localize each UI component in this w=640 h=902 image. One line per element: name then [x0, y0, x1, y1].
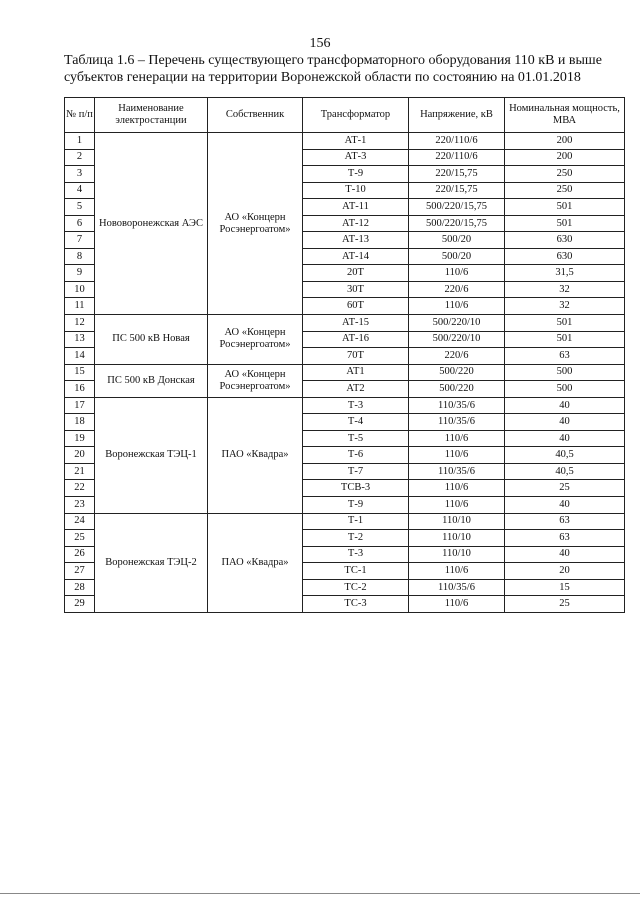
transformer-name: АТ-15: [303, 315, 409, 332]
power-value: 501: [505, 331, 625, 348]
transformer-name: ТСВ-3: [303, 480, 409, 497]
power-value: 25: [505, 480, 625, 497]
power-value: 63: [505, 530, 625, 547]
row-number: 25: [65, 530, 95, 547]
power-value: 501: [505, 315, 625, 332]
row-number: 20: [65, 447, 95, 464]
row-number: 12: [65, 315, 95, 332]
voltage-value: 110/6: [409, 563, 505, 580]
row-number: 11: [65, 298, 95, 315]
station-name: Воронежская ТЭЦ-2: [95, 513, 208, 612]
station-name: ПС 500 кВ Новая: [95, 315, 208, 365]
power-value: 20: [505, 563, 625, 580]
row-number: 14: [65, 348, 95, 365]
row-number: 24: [65, 513, 95, 530]
voltage-value: 500/220: [409, 364, 505, 381]
table-row: [65, 133, 625, 150]
station-name: Воронежская ТЭЦ-1: [95, 397, 208, 513]
row-number: 4: [65, 182, 95, 199]
transformer-name: Т-6: [303, 447, 409, 464]
header-power: Номинальная мощность, МВА: [505, 98, 625, 133]
transformer-name: Т-9: [303, 166, 409, 183]
table-caption: Таблица 1.6 – Перечень существующего трансформаторного оборудования 110 кВ и выше субъектов генерации на территории Воронежской области по состоянию на 01.01.2018: [64, 53, 602, 85]
voltage-value: 500/220/15,75: [409, 215, 505, 232]
row-number: 28: [65, 579, 95, 596]
row-number: 10: [65, 281, 95, 298]
transformer-name: АТ2: [303, 381, 409, 398]
station-name: ПС 500 кВ Донская: [95, 364, 208, 397]
header-voltage: Напряжение, кВ: [409, 98, 505, 133]
power-value: 40,5: [505, 463, 625, 480]
voltage-value: 110/35/6: [409, 463, 505, 480]
transformer-name: Т-9: [303, 497, 409, 514]
row-number: 7: [65, 232, 95, 249]
row-number: 2: [65, 149, 95, 166]
row-number: 5: [65, 199, 95, 216]
page-number: 156: [309, 36, 331, 51]
row-number: 27: [65, 563, 95, 580]
transformer-name: Т-3: [303, 546, 409, 563]
table-row: [65, 315, 625, 332]
row-number: 26: [65, 546, 95, 563]
row-number: 17: [65, 397, 95, 414]
transformer-name: ТС-2: [303, 579, 409, 596]
header-owner: Собственник: [208, 98, 303, 133]
power-value: 200: [505, 149, 625, 166]
transformer-name: 30Т: [303, 281, 409, 298]
power-value: 40: [505, 430, 625, 447]
voltage-value: 110/6: [409, 430, 505, 447]
power-value: 500: [505, 364, 625, 381]
row-number: 21: [65, 463, 95, 480]
power-value: 250: [505, 182, 625, 199]
voltage-value: 110/6: [409, 497, 505, 514]
row-number: 15: [65, 364, 95, 381]
voltage-value: 110/6: [409, 265, 505, 282]
power-value: 630: [505, 248, 625, 265]
voltage-value: 500/220/10: [409, 331, 505, 348]
transformer-name: Т-5: [303, 430, 409, 447]
voltage-value: 110/10: [409, 513, 505, 530]
voltage-value: 110/6: [409, 298, 505, 315]
row-number: 29: [65, 596, 95, 613]
power-value: 32: [505, 281, 625, 298]
voltage-value: 500/220/15,75: [409, 199, 505, 216]
row-number: 18: [65, 414, 95, 431]
transformer-name: 60Т: [303, 298, 409, 315]
voltage-value: 220/6: [409, 348, 505, 365]
transformer-name: Т-2: [303, 530, 409, 547]
row-number: 6: [65, 215, 95, 232]
table-row: [65, 397, 625, 414]
page-bottom-rule: [0, 893, 640, 894]
row-number: 23: [65, 497, 95, 514]
power-value: 501: [505, 199, 625, 216]
row-number: 19: [65, 430, 95, 447]
transformer-name: Т-1: [303, 513, 409, 530]
voltage-value: 220/6: [409, 281, 505, 298]
station-name: Нововоронежская АЭС: [95, 133, 208, 315]
power-value: 630: [505, 232, 625, 249]
transformer-name: 70Т: [303, 348, 409, 365]
voltage-value: 110/6: [409, 596, 505, 613]
power-value: 25: [505, 596, 625, 613]
power-value: 40,5: [505, 447, 625, 464]
power-value: 40: [505, 397, 625, 414]
power-value: 40: [505, 546, 625, 563]
voltage-value: 220/15,75: [409, 182, 505, 199]
power-value: 500: [505, 381, 625, 398]
transformer-name: АТ-12: [303, 215, 409, 232]
row-number: 1: [65, 133, 95, 150]
voltage-value: 500/20: [409, 248, 505, 265]
transformer-name: Т-7: [303, 463, 409, 480]
voltage-value: 110/35/6: [409, 579, 505, 596]
row-number: 13: [65, 331, 95, 348]
header-number: № п/п: [65, 98, 95, 133]
voltage-value: 110/35/6: [409, 414, 505, 431]
table-row: [65, 513, 625, 530]
voltage-value: 220/110/6: [409, 133, 505, 150]
voltage-value: 110/6: [409, 447, 505, 464]
transformer-name: АТ-11: [303, 199, 409, 216]
transformer-name: Т-10: [303, 182, 409, 199]
power-value: 250: [505, 166, 625, 183]
voltage-value: 500/220/10: [409, 315, 505, 332]
transformer-name: Т-4: [303, 414, 409, 431]
voltage-value: 110/6: [409, 480, 505, 497]
row-number: 3: [65, 166, 95, 183]
power-value: 200: [505, 133, 625, 150]
transformer-name: АТ-14: [303, 248, 409, 265]
header-transformer: Трансформатор: [303, 98, 409, 133]
power-value: 40: [505, 497, 625, 514]
power-value: 63: [505, 513, 625, 530]
voltage-value: 110/35/6: [409, 397, 505, 414]
transformer-name: АТ-1: [303, 133, 409, 150]
owner-name: ПАО «Квадра»: [208, 397, 303, 513]
owner-name: АО «Концерн Росэнергоатом»: [208, 133, 303, 315]
power-value: 32: [505, 298, 625, 315]
transformer-name: АТ1: [303, 364, 409, 381]
transformer-name: АТ-16: [303, 331, 409, 348]
voltage-value: 220/15,75: [409, 166, 505, 183]
owner-name: АО «Концерн Росэнергоатом»: [208, 315, 303, 365]
row-number: 22: [65, 480, 95, 497]
owner-name: ПАО «Квадра»: [208, 513, 303, 612]
voltage-value: 500/220: [409, 381, 505, 398]
voltage-value: 500/20: [409, 232, 505, 249]
power-value: 40: [505, 414, 625, 431]
transformer-name: АТ-13: [303, 232, 409, 249]
transformer-name: Т-3: [303, 397, 409, 414]
table-row: [65, 364, 625, 381]
transformer-name: ТС-3: [303, 596, 409, 613]
row-number: 16: [65, 381, 95, 398]
row-number: 9: [65, 265, 95, 282]
power-value: 501: [505, 215, 625, 232]
table-body: [65, 133, 625, 613]
owner-name: АО «Концерн Росэнергоатом»: [208, 364, 303, 397]
row-number: 8: [65, 248, 95, 265]
voltage-value: 110/10: [409, 546, 505, 563]
power-value: 15: [505, 579, 625, 596]
header-station: Наименование электростанции: [95, 98, 208, 133]
voltage-value: 110/10: [409, 530, 505, 547]
transformer-name: 20Т: [303, 265, 409, 282]
transformer-table: [64, 97, 625, 613]
transformer-name: ТС-1: [303, 563, 409, 580]
voltage-value: 220/110/6: [409, 149, 505, 166]
transformer-name: АТ-3: [303, 149, 409, 166]
power-value: 63: [505, 348, 625, 365]
table-header-row: [65, 98, 625, 133]
power-value: 31,5: [505, 265, 625, 282]
